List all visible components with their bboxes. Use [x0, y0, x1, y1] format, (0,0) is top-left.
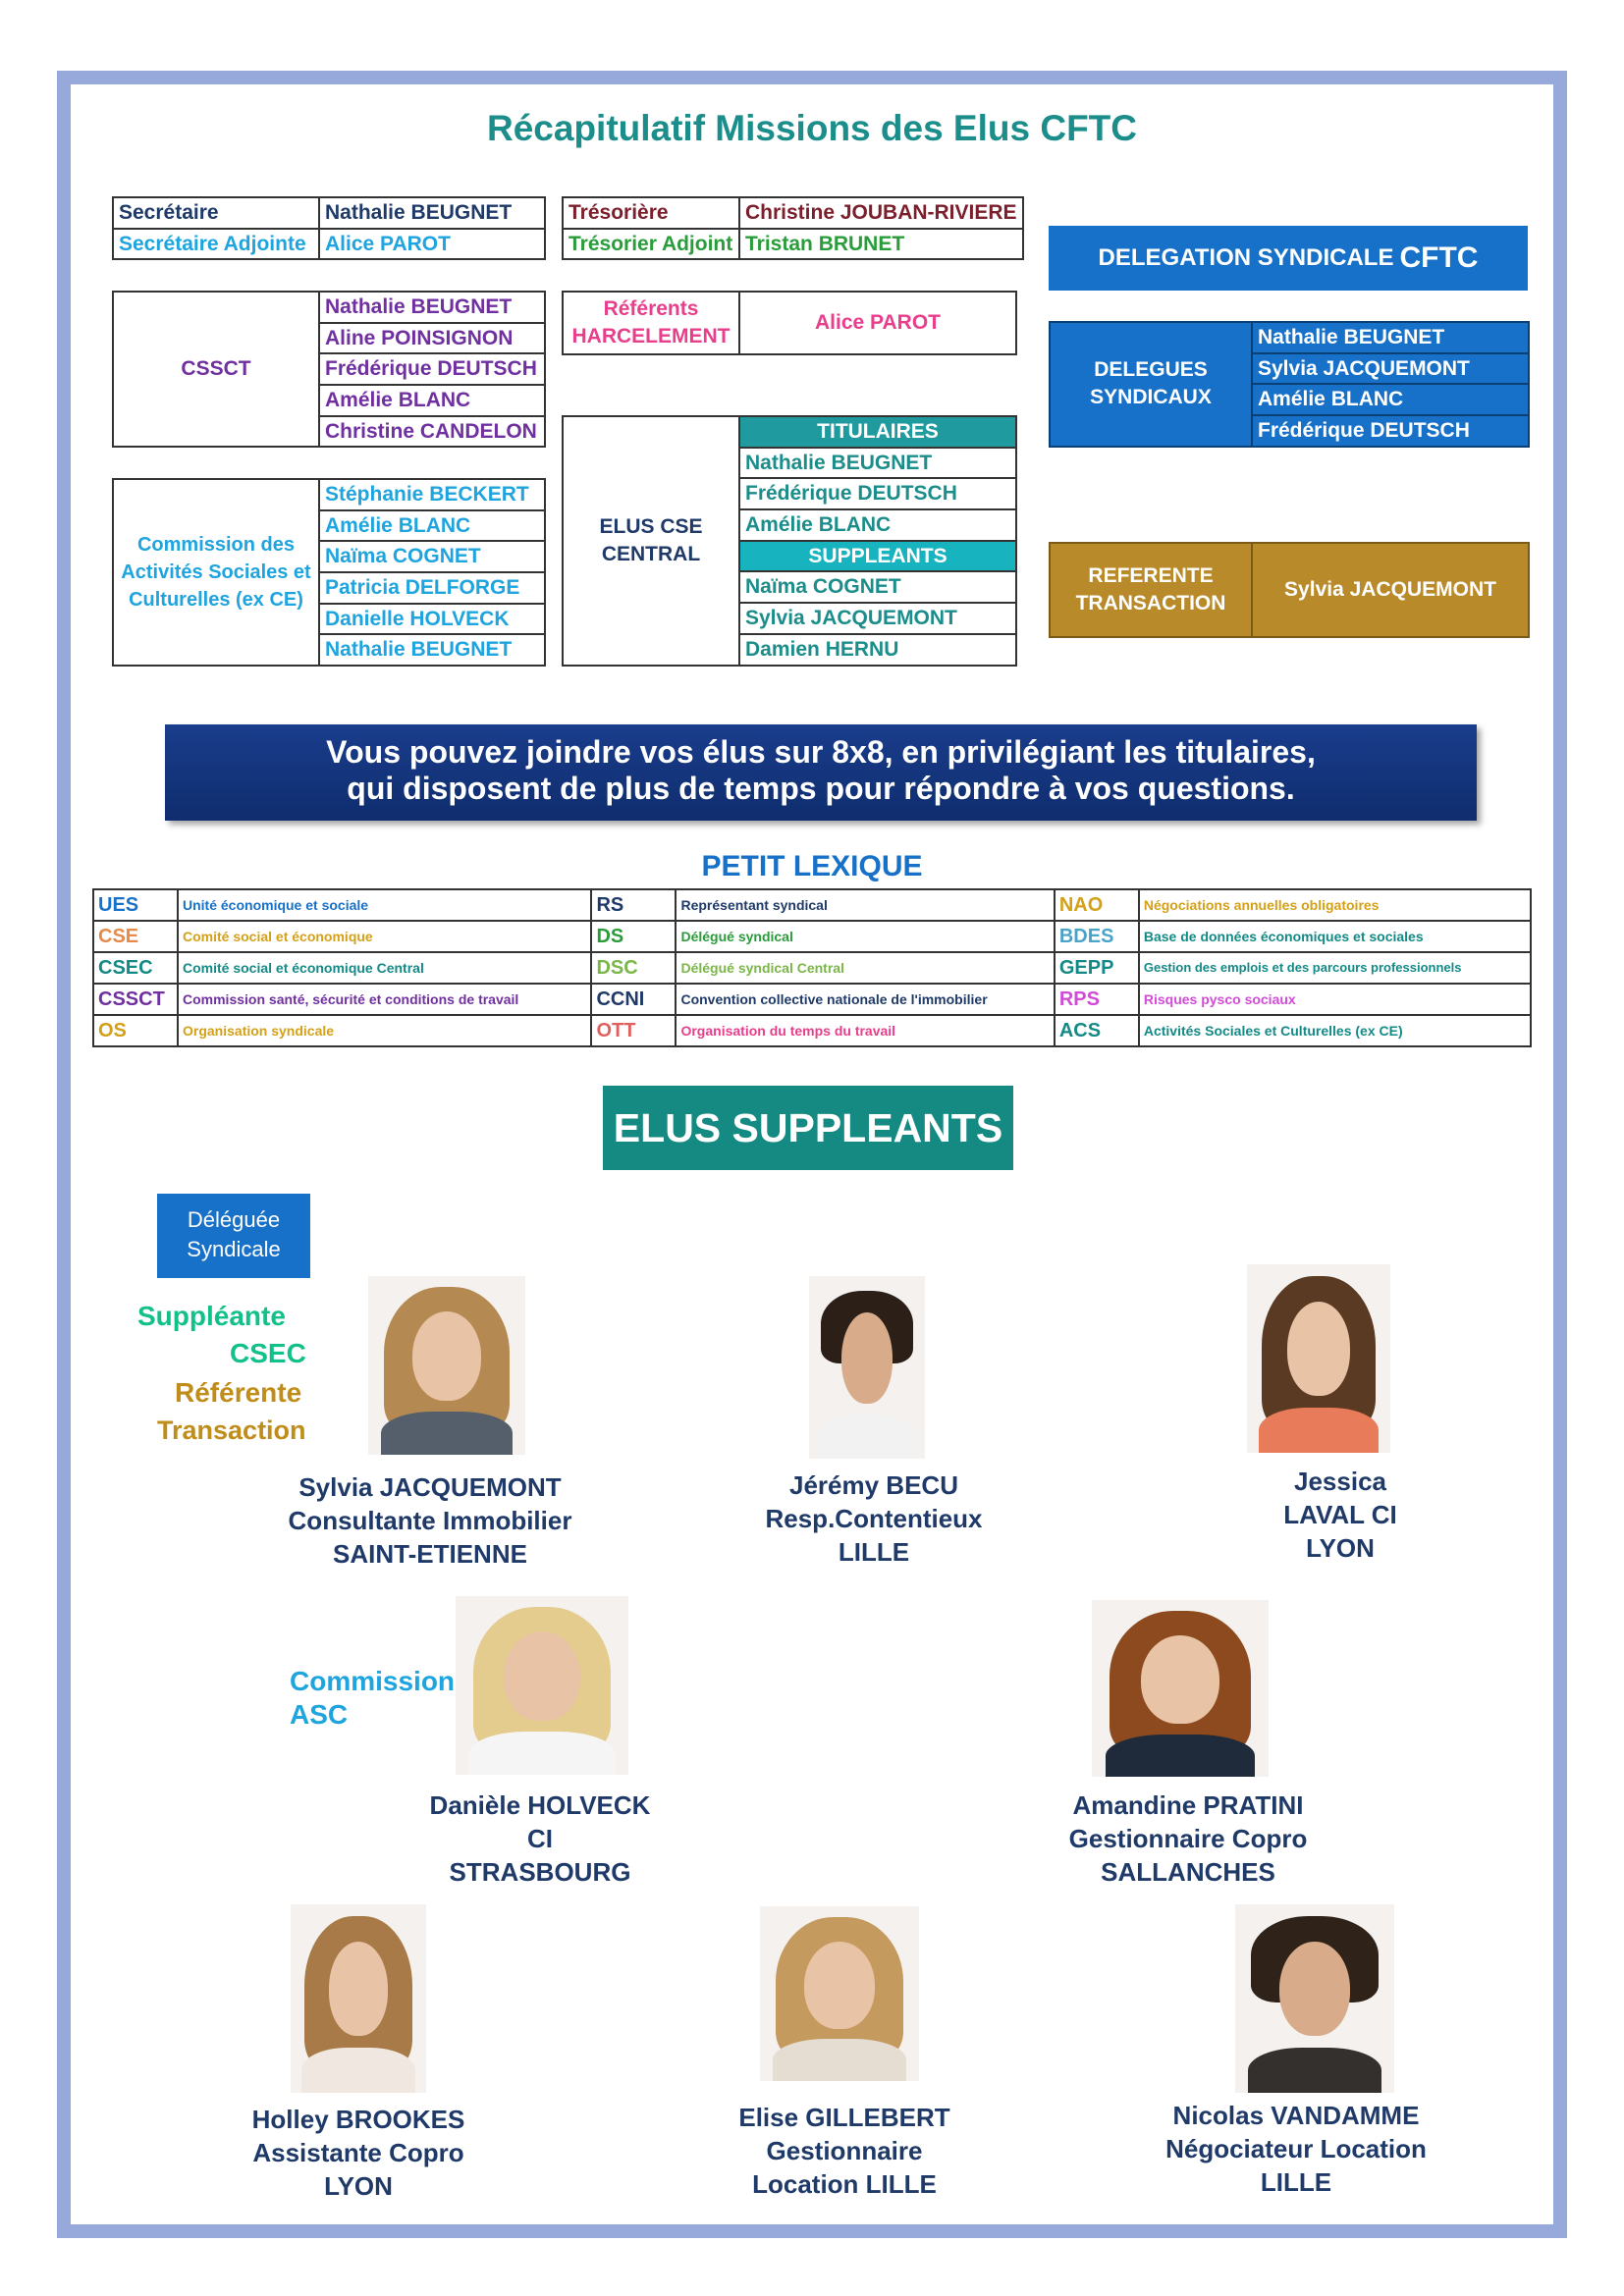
secretaire-adj-name: Alice PAROT — [319, 229, 545, 260]
person-name: Danièle HOLVECK — [429, 1790, 651, 1820]
delegues-table — [1049, 321, 1530, 448]
delegues-label-line2: SYNDICAUX — [1090, 386, 1212, 409]
person-role: Gestionnaire — [766, 2136, 923, 2165]
lex-abbr: UES — [93, 889, 178, 921]
tresorier-adj-name: Tristan BRUNET — [739, 229, 1023, 260]
delegation-title — [1049, 226, 1528, 291]
lex-def: Organisation syndicale — [178, 1015, 591, 1046]
side-transaction: Transaction — [157, 1415, 306, 1445]
lex-abbr: RPS — [1055, 984, 1139, 1015]
contact-banner — [165, 724, 1477, 821]
casc-member: Nathalie BEUGNET — [319, 634, 545, 666]
photo-sylvia — [368, 1276, 525, 1455]
person-daniele — [383, 1789, 697, 1889]
side-suppleante: Suppléante — [137, 1301, 286, 1331]
photo-jessica — [1247, 1264, 1390, 1453]
person-role: Gestionnaire Copro — [1068, 1824, 1308, 1853]
person-location: LILLE — [838, 1537, 910, 1567]
lex-abbr: RS — [591, 889, 676, 921]
person-elise — [687, 2101, 1001, 2201]
lex-def: Délégué syndical Central — [676, 952, 1054, 984]
casc-label — [113, 479, 319, 666]
titulaire-name: Amélie BLANC — [739, 509, 1016, 541]
lex-abbr: DS — [591, 921, 676, 952]
secretaire-label: Secrétaire — [113, 197, 319, 229]
lex-def: Commission santé, sécurité et conditions de travail — [178, 984, 591, 1015]
casc-member: Naïma COGNET — [319, 541, 545, 572]
page-title: Récapitulatif Missions des Elus CFTC — [486, 108, 1137, 148]
lex-def: Unité économique et sociale — [178, 889, 591, 921]
delegation-title-text: DELEGATION SYNDICALE — [1098, 244, 1394, 271]
photo-elise — [760, 1906, 919, 2081]
photo-jeremy — [809, 1276, 925, 1459]
deleguee-syndicale-badge — [157, 1194, 310, 1278]
lex-abbr: ACS — [1055, 1015, 1139, 1046]
tresoriere-name: Christine JOUBAN-RIVIERE — [739, 197, 1023, 229]
person-name: Sylvia JACQUEMONT — [298, 1472, 562, 1502]
casc-member: Patricia DELFORGE — [319, 572, 545, 604]
tresorerie-table — [562, 196, 1024, 260]
person-name: Amandine PRATINI — [1072, 1790, 1304, 1820]
cssct-table — [112, 291, 546, 448]
person-location: SALLANCHES — [1101, 1857, 1275, 1887]
casc-label-line2: Activités Sociales et — [121, 561, 311, 584]
suppleants-header: SUPPLEANTS — [739, 541, 1016, 572]
person-location: LYON — [1306, 1533, 1375, 1563]
delegue-name: Nathalie BEUGNET — [1252, 322, 1529, 353]
person-name: Jessica — [1294, 1467, 1386, 1496]
person-jeremy — [707, 1468, 1041, 1569]
suppleants-title: ELUS SUPPLEANTS — [603, 1086, 1013, 1170]
suppleant-name: Sylvia JACQUEMONT — [739, 603, 1016, 634]
lex-def: Base de données économiques et sociales — [1139, 921, 1531, 952]
lex-def: Représentant syndical — [676, 889, 1054, 921]
lexique-table — [92, 888, 1532, 1047]
referente-name: Sylvia JACQUEMONT — [1252, 543, 1529, 637]
referente-label-line1: REFERENTE — [1088, 564, 1214, 587]
lex-abbr: OTT — [591, 1015, 676, 1046]
referents-label-line2: HARCELEMENT — [571, 325, 731, 347]
lex-def: Risques pysco sociaux — [1139, 984, 1531, 1015]
lex-def: Comité social et économique Central — [178, 952, 591, 984]
person-name: Nicolas VANDAMME — [1172, 2101, 1420, 2130]
delegue-name: Sylvia JACQUEMONT — [1252, 353, 1529, 385]
cssct-label: CSSCT — [113, 292, 319, 447]
titulaire-name: Frédérique DEUTSCH — [739, 478, 1016, 509]
secretaire-name: Nathalie BEUGNET — [319, 197, 545, 229]
cssct-member: Frédérique DEUTSCH — [319, 353, 545, 385]
titulaires-header: TITULAIRES — [739, 416, 1016, 448]
person-sylvia — [234, 1470, 626, 1571]
side-asc: ASC — [290, 1699, 349, 1730]
delegue-name: Amélie BLANC — [1252, 384, 1529, 415]
person-nicolas — [1119, 2099, 1473, 2199]
casc-member: Danielle HOLVECK — [319, 604, 545, 635]
lex-abbr: OS — [93, 1015, 178, 1046]
person-role: Négociateur Location — [1165, 2134, 1427, 2163]
delegues-label-line1: DELEGUES — [1094, 358, 1208, 382]
referente-label-line2: TRANSACTION — [1075, 592, 1226, 614]
person-location: Location LILLE — [752, 2169, 937, 2199]
person-location: LILLE — [1260, 2167, 1332, 2197]
lex-abbr: CSE — [93, 921, 178, 952]
cssct-member: Nathalie BEUGNET — [319, 292, 545, 323]
banner-line2: qui disposent de plus de temps pour répondre à vos questions. — [347, 771, 1295, 806]
badge-line2: Syndicale — [187, 1237, 281, 1261]
person-role: CI — [527, 1824, 553, 1853]
cse-central-label-line1: ELUS CSE — [599, 514, 703, 538]
lex-abbr: CSSCT — [93, 984, 178, 1015]
lex-def: Délégué syndical — [676, 921, 1054, 952]
lex-abbr: NAO — [1055, 889, 1139, 921]
delegues-label — [1050, 322, 1252, 447]
lex-abbr: DSC — [591, 952, 676, 984]
side-csec: CSEC — [230, 1338, 306, 1368]
referente-label — [1050, 543, 1252, 637]
lex-abbr: CCNI — [591, 984, 676, 1015]
person-holley — [196, 2103, 520, 2203]
referents-table — [562, 291, 1017, 355]
person-name: Elise GILLEBERT — [738, 2103, 950, 2132]
person-location: LYON — [324, 2171, 393, 2201]
person-location: SAINT-ETIENNE — [333, 1539, 527, 1569]
lex-def: Activités Sociales et Culturelles (ex CE) — [1139, 1015, 1531, 1046]
badge-line1: Déléguée — [187, 1207, 281, 1232]
lex-def: Gestion des emplois et des parcours professionnels — [1139, 952, 1531, 984]
person-amandine — [1021, 1789, 1355, 1889]
secretaire-adj-label: Secrétaire Adjointe — [113, 229, 319, 260]
lexique-title: PETIT LEXIQUE — [701, 850, 923, 882]
cse-central-table — [562, 415, 1017, 667]
cssct-member: Aline POINSIGNON — [319, 323, 545, 354]
lex-abbr: GEPP — [1055, 952, 1139, 984]
lex-def: Comité social et économique — [178, 921, 591, 952]
banner-line1: Vous pouvez joindre vos élus sur 8x8, en privilégiant les titulaires, — [326, 734, 1316, 770]
cssct-member: Amélie BLANC — [319, 385, 545, 416]
person-role: LAVAL CI — [1283, 1500, 1397, 1529]
lex-abbr: CSEC — [93, 952, 178, 984]
suppleant-name: Naïma COGNET — [739, 571, 1016, 603]
lex-def: Négociations annuelles obligatoires — [1139, 889, 1531, 921]
titulaire-name: Nathalie BEUGNET — [739, 448, 1016, 479]
lex-abbr: BDES — [1055, 921, 1139, 952]
casc-member: Stéphanie BECKERT — [319, 479, 545, 510]
person-location: STRASBOURG — [449, 1857, 631, 1887]
person-name: Holley BROOKES — [251, 2105, 465, 2134]
casc-table — [112, 478, 546, 667]
delegation-title-cftc: CFTC — [1399, 241, 1479, 274]
lex-def: Convention collective nationale de l'immobilier — [676, 984, 1054, 1015]
tresorier-adj-label: Trésorier Adjoint — [563, 229, 739, 260]
secretariat-table — [112, 196, 546, 260]
photo-nicolas — [1235, 1904, 1394, 2093]
delegue-name: Frédérique DEUTSCH — [1252, 415, 1529, 447]
photo-holley — [291, 1904, 426, 2093]
person-role: Resp.Contentieux — [765, 1504, 983, 1533]
cse-central-label — [563, 416, 739, 666]
casc-member: Amélie BLANC — [319, 510, 545, 542]
tresoriere-label: Trésorière — [563, 197, 739, 229]
suppleant-name: Damien HERNU — [739, 634, 1016, 666]
referents-label-line1: Référents — [603, 297, 699, 320]
photo-daniele — [456, 1596, 628, 1775]
cssct-member: Christine CANDELON — [319, 416, 545, 448]
person-role: Consultante Immobilier — [288, 1506, 572, 1535]
side-commission: Commission — [290, 1666, 456, 1696]
person-role: Assistante Copro — [252, 2138, 464, 2167]
side-referente: Référente — [175, 1377, 302, 1408]
person-jessica — [1178, 1465, 1502, 1565]
referente-transaction-table — [1049, 542, 1530, 638]
person-name: Jérémy BECU — [789, 1470, 958, 1500]
referents-name: Alice PAROT — [739, 292, 1016, 354]
referents-label — [563, 292, 739, 354]
photo-amandine — [1092, 1600, 1269, 1777]
lex-def: Organisation du temps du travail — [676, 1015, 1054, 1046]
cse-central-label-line2: CENTRAL — [601, 542, 701, 565]
casc-label-line3: Culturelles (ex CE) — [129, 589, 303, 612]
casc-label-line1: Commission des — [136, 534, 296, 557]
